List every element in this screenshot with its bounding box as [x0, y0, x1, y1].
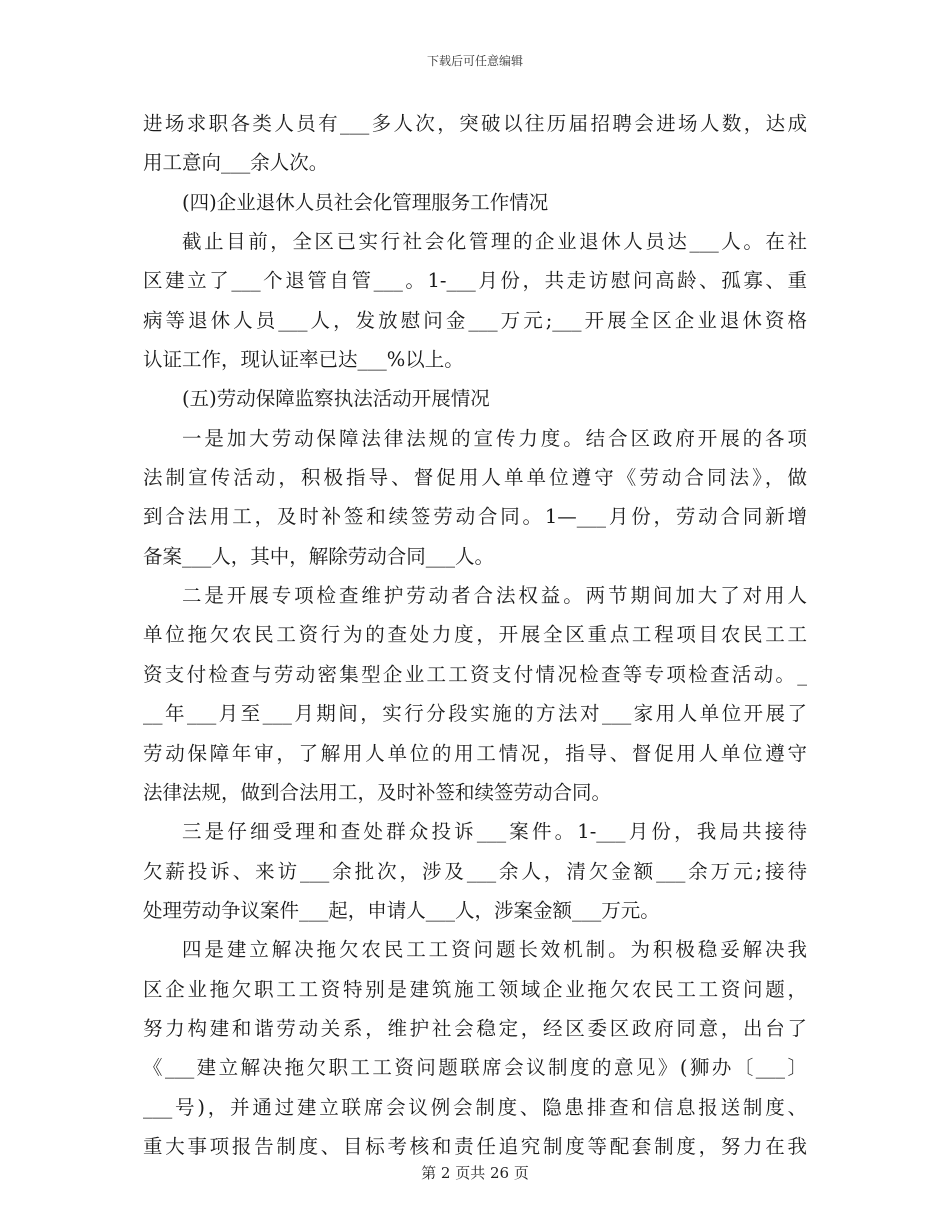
text-line: 三是仔细受理和查处群众投诉___案件。1-___月份，我局共接待	[182, 820, 807, 844]
text-line: 进场求职各类人员有___多人次，突破以往历届招聘会进场人数，达成	[143, 112, 807, 135]
page-header: 下载后可任意编辑	[426, 54, 523, 68]
text-line: __年___月至___月期间，实行分段实施的方法对___家用人单位开展了	[143, 702, 807, 726]
text-line: 认证工作，现认证率已达___%以上。	[143, 348, 464, 372]
section-heading: (四)企业退休人员社会化管理服务工作情况	[182, 190, 549, 214]
text-line: 欠薪投诉、来访___余批次，涉及___余人，清欠金额___余万元;接待	[143, 859, 807, 883]
text-line: ___号)，并通过建立联席会议例会制度、隐患排查和信息报送制度、	[143, 1095, 807, 1119]
text-line: 区建立了___个退管自管___。1-___月份，共走访慰问高龄、孤寡、重	[143, 269, 807, 293]
text-line: 一是加大劳动保障法律法规的宣传力度。结合区政府开展的各项	[182, 426, 807, 450]
page-number: 第 2 页共 26 页	[421, 1164, 529, 1182]
text-line: 处理劳动争议案件___起，申请人___人，涉案金额___万元。	[143, 898, 660, 922]
text-line: 四是建立解决拖欠农民工工资问题长效机制。为积极稳妥解决我	[182, 938, 807, 962]
text-line: 劳动保障年审，了解用人单位的用工情况，指导、督促用人单位遵守	[143, 741, 807, 765]
text-line: 法制宣传活动，积极指导、督促用人单单位遵守《劳动合同法》，做	[143, 466, 807, 490]
text-line: 区企业拖欠职工工资特别是建筑施工领域企业拖欠农民工工资问题，	[143, 977, 807, 1001]
text-line: 重大事项报告制度、目标考核和责任追究制度等配套制度，努力在我	[143, 1134, 807, 1158]
text-line: 用工意向___余人次。	[143, 151, 329, 175]
text-line: 到合法用工，及时补签和续签劳动合同。1—___月份，劳动合同新增	[143, 505, 807, 529]
text-line: 努力构建和谐劳动关系，维护社会稳定，经区委区政府同意，出台了	[143, 1016, 807, 1040]
text-line: 资支付检查与劳动密集型企业工工资支付情况检查等专项检查活动。_	[143, 662, 807, 686]
text-line: 二是开展专项检查维护劳动者合法权益。两节期间加大了对用人	[182, 584, 807, 608]
text-line: 法律法规，做到合法用工，及时补签和续签劳动合同。	[143, 780, 612, 804]
text-line: 截止目前，全区已实行社会化管理的企业退休人员达___人。在社	[182, 230, 807, 254]
text-line: 单位拖欠农民工资行为的查处力度，开展全区重点工程项目农民工工	[143, 623, 807, 647]
text-line: 备案___人，其中，解除劳动合同___人。	[143, 544, 495, 568]
text-line: 病等退休人员___人，发放慰问金___万元;___开展全区企业退休资格	[143, 308, 807, 332]
document-body	[143, 104, 807, 1166]
section-heading: (五)劳动保障监察执法活动开展情况	[182, 387, 490, 411]
text-line: 《___建立解决拖欠职工工资问题联席会议制度的意见》(狮办〔___〕	[143, 1056, 807, 1080]
